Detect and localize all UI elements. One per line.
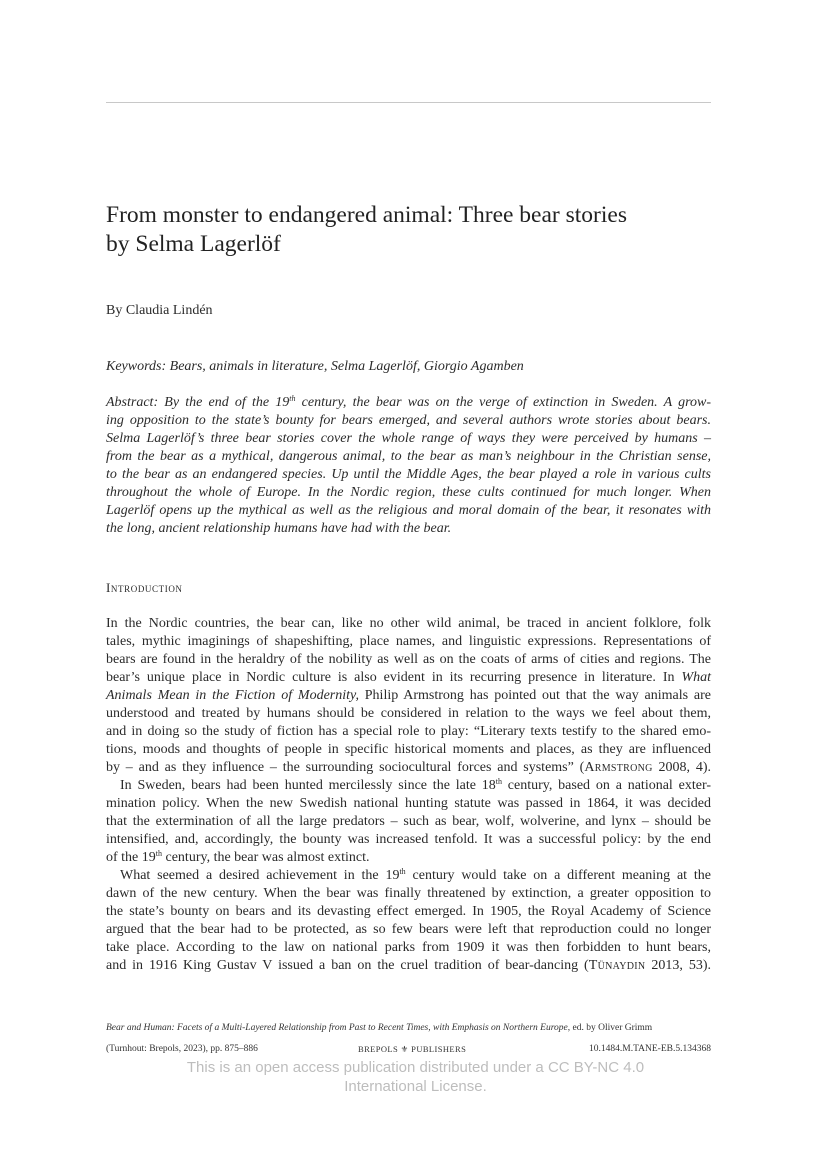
abstract-line: ing opposition to the state’s bounty for bears emerged, and several authors wrote stories about bears.	[106, 413, 711, 428]
body-line	[106, 759, 711, 777]
body-text-run: century would take on a different meaning at the	[405, 868, 711, 883]
citation-author: Armstrong	[584, 760, 653, 775]
body-line	[106, 957, 711, 975]
body-text-run: What seemed a desired achievement in the 19	[120, 868, 400, 883]
abstract-line: throughout the whole of Europe. In the Nordic region, these cults continued for much longer. When	[106, 485, 711, 500]
title-line: From monster to endangered animal: Three bear stories	[106, 202, 627, 228]
body-text-run: In Sweden, bears had been hunted mercilessly since the late 18	[120, 778, 496, 793]
body-line	[106, 669, 711, 687]
superscript: th	[289, 394, 296, 403]
body-text-run: bear’s unique place in Nordic culture is also evident in its recurring presence in literature. In	[106, 670, 682, 685]
header-rule	[106, 102, 711, 103]
body-text-run: 2013, 53).	[645, 958, 711, 973]
body-line: take place. According to the law on national parks from 1909 it was then forbidden to hunt bears,	[106, 940, 711, 955]
abstract-line: from the bear as a mythical, dangerous animal, to the bear as man’s neighbour in the Christian sense,	[106, 449, 711, 464]
footer-doi: 10.1484.M.TANE-EB.5.134368	[589, 1044, 711, 1054]
abstract-line: the long, ancient relationship humans have had with the bear.	[106, 521, 452, 536]
abstract-text: Abstract: By the end of the 19	[106, 395, 290, 410]
body-line: that the extermination of all the large predators – such as bear, wolf, wolverine, and lynx – should be	[106, 814, 711, 829]
body-line: argued that the bear had to be protected, as so few bears were left that reproduction could no longer	[106, 922, 711, 937]
abstract-line: Selma Lagerlöf’s three bear stories cover the whole range of ways they were perceived by humans –	[106, 431, 711, 446]
footer-publication: (Turnhout: Brepols, 2023), pp. 875–886	[106, 1044, 258, 1054]
superscript: th	[155, 849, 162, 858]
license-line: This is an open access publication distributed under a CC BY-NC 4.0	[186, 1059, 645, 1076]
section-heading-introduction: Introduction	[106, 580, 183, 595]
body-line	[106, 777, 711, 795]
publisher-logo: BREPOLS ⚜ PUBLISHERS	[358, 1044, 467, 1054]
body-line: tales, mythic imaginings of shapeshifting, place names, and linguistic expressions. Representations of	[106, 634, 711, 649]
superscript: th	[399, 867, 406, 876]
citation-author: Tünaydin	[588, 958, 646, 973]
body-line	[106, 687, 711, 705]
body-line: In the Nordic countries, the bear can, like no other wild animal, be traced in ancient folklore, folk	[106, 616, 711, 631]
abstract-line	[106, 394, 711, 412]
license-line: International License.	[344, 1078, 487, 1095]
body-line	[106, 867, 711, 885]
body-text-run: 2008, 4).	[652, 760, 711, 775]
license-notice	[0, 1058, 831, 1096]
footer-editor: , ed. by Oliver Grimm	[567, 1023, 653, 1033]
footer-citation	[106, 1022, 711, 1034]
body-text-run: century, based on a national exter-	[501, 778, 711, 793]
abstract-line: Lagerlöf opens up the mythical as well as the religious and moral domain of the bear, it resonates with	[106, 503, 711, 518]
body-line: tions, moods and thoughts of people in specific historical moments and places, as they are influenced	[106, 742, 711, 757]
article-title	[106, 201, 726, 259]
book-title-italic: Animals Mean in the Fiction of Modernity,	[106, 688, 359, 703]
body-line: bears are found in the heraldry of the nobility as well as on the coats of arms of cities and regions. The	[106, 652, 711, 667]
body-text-run: and in 1916 King Gustav V issued a ban on the cruel tradition of bear-dancing (	[106, 958, 589, 973]
body-text-run: by – and as they influence – the surrounding sociocultural forces and systems” (	[106, 760, 585, 775]
superscript: th	[495, 777, 502, 786]
title-line: by Selma Lagerlöf	[106, 231, 281, 257]
body-text	[106, 615, 711, 975]
body-line: dawn of the new century. When the bear was finally threatened by extinction, a greater opposition to	[106, 886, 711, 901]
footer-book-title: Bear and Human: Facets of a Multi-Layered Relationship from Past to Recent Times, with Emphasis on Northern Europe	[106, 1023, 568, 1033]
abstract	[106, 394, 711, 538]
book-title-italic: What	[681, 670, 711, 685]
body-line: the state’s bounty on bears and its devasting effect emerged. In 1905, the Royal Academy of Science	[106, 904, 711, 919]
body-line: intensified, and, accordingly, the bounty was increased tenfold. It was a successful policy: by the end	[106, 832, 711, 847]
abstract-line: to the bear as an endangered species. Up until the Middle Ages, the bear played a role in various cults	[106, 467, 711, 482]
body-line: mination policy. When the new Swedish national hunting statute was passed in 1864, it was decided	[106, 796, 711, 811]
body-line	[106, 849, 711, 867]
body-text-run: Philip Armstrong has pointed out that the way animals are	[358, 688, 711, 703]
body-line: and in doing so the study of fiction has a special role to play: “Literary texts testify to the shared emo-	[106, 724, 711, 739]
body-line: understood and treated by humans should be considered in relation to the ways we feel about them,	[106, 706, 711, 721]
abstract-text: century, the bear was on the verge of extinction in Sweden. A grow-	[295, 395, 711, 410]
body-text-run: century, the bear was almost extinct.	[162, 850, 370, 865]
keywords: Keywords: Bears, animals in literature, Selma Lagerlöf, Giorgio Agamben	[106, 359, 524, 374]
author-byline: By Claudia Lindén	[106, 303, 213, 318]
body-text-run: of the 19	[106, 850, 156, 865]
